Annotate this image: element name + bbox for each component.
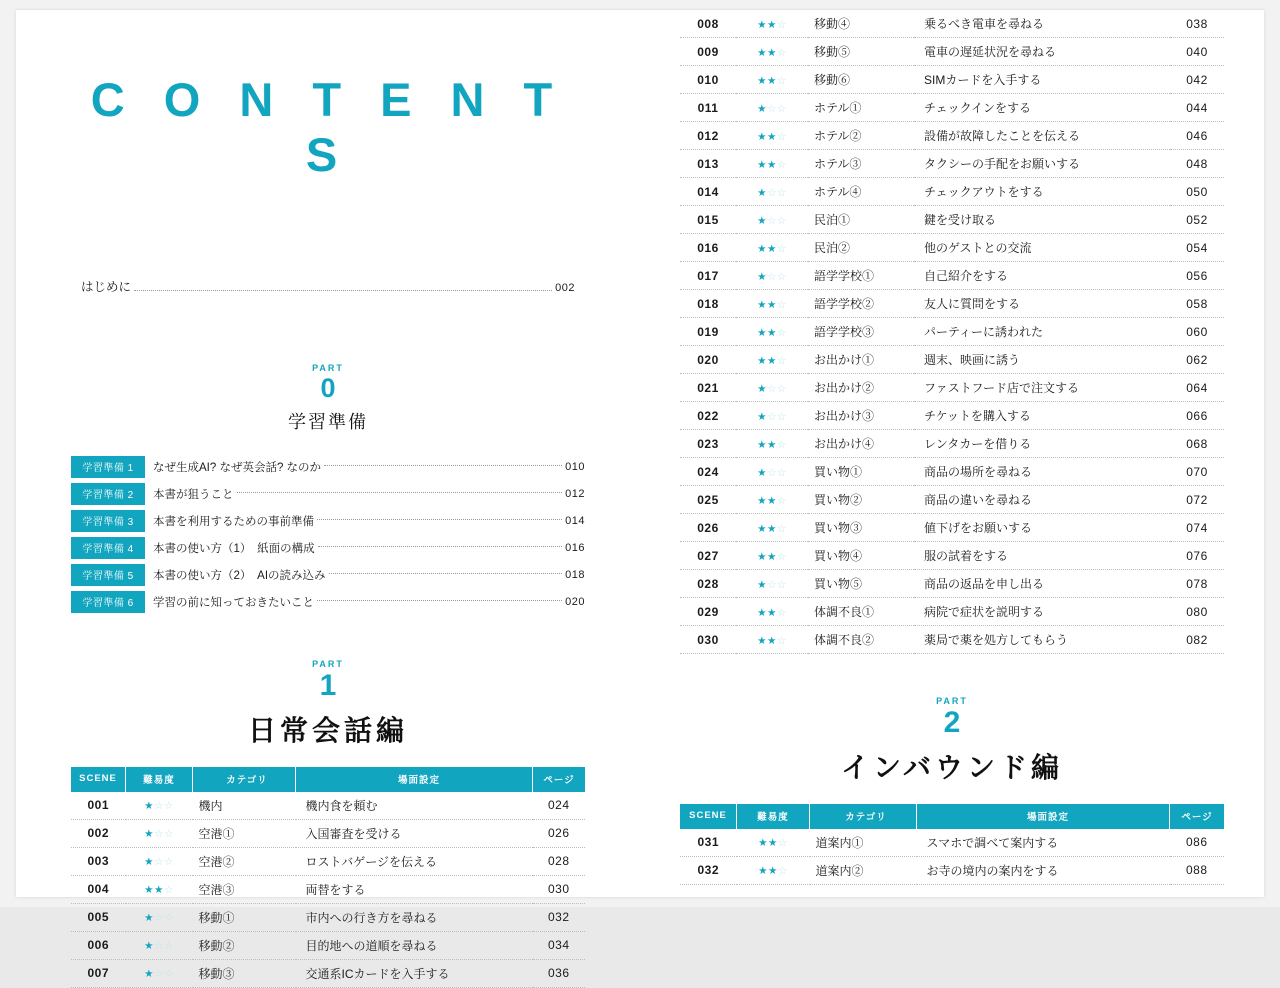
star-icon: ★☆☆ (144, 800, 174, 813)
leader-dots (134, 289, 552, 291)
list-item-page-number: 020 (565, 596, 585, 609)
difficulty-rating (736, 206, 808, 234)
intro-entry (71, 277, 585, 295)
list-item (71, 591, 585, 613)
intro-page-number: 002 (555, 282, 575, 294)
list-item-label: 本書を利用するための事前準備 (153, 516, 314, 529)
difficulty-rating (736, 430, 808, 458)
difficulty-rating (736, 10, 808, 38)
star-icon: ★★☆ (757, 326, 787, 339)
header-category: カテゴリ (810, 804, 917, 829)
scene-situation: 設備が故障したことを伝える (914, 122, 1170, 150)
scene-category: 道案内② (810, 856, 917, 884)
header-difficulty: 難易度 (126, 767, 193, 792)
scene-page-number: 052 (1170, 206, 1224, 234)
part1-scene-table-continued (680, 10, 1224, 654)
list-item-label: なぜ生成AI? なぜ英会話? なのか (153, 462, 322, 475)
leader-dots (324, 464, 562, 466)
header-situation: 場面設定 (917, 804, 1170, 829)
table-row (680, 38, 1224, 66)
scene-number: 005 (71, 903, 126, 931)
scene-situation: 目的地への道順を尋ねる (296, 931, 533, 959)
list-item-page-number: 014 (565, 515, 585, 528)
scene-situation: 友人に質問をする (914, 290, 1170, 318)
star-icon: ★☆☆ (757, 578, 787, 591)
table-row (680, 626, 1224, 654)
difficulty-rating (736, 234, 808, 262)
difficulty-rating (736, 66, 808, 94)
scene-category: 語学学校② (808, 290, 914, 318)
table-row (680, 122, 1224, 150)
scene-number: 003 (71, 847, 126, 875)
scene-category: 買い物③ (808, 514, 914, 542)
star-icon: ★☆☆ (757, 466, 787, 479)
scene-category: 機内 (193, 792, 296, 820)
header-difficulty: 難易度 (737, 804, 810, 829)
scene-category: お出かけ① (808, 346, 914, 374)
table-header-row (680, 804, 1224, 829)
star-icon: ★★☆ (144, 884, 174, 897)
list-item (71, 510, 585, 532)
list-item-page-number: 016 (565, 542, 585, 555)
difficulty-rating (736, 598, 808, 626)
scene-situation: 電車の遅延状況を尋ねる (914, 38, 1170, 66)
difficulty-rating (736, 486, 808, 514)
star-icon: ★☆☆ (144, 856, 174, 869)
scene-category: 体調不良② (808, 626, 914, 654)
scene-category: 語学学校③ (808, 318, 914, 346)
scene-number: 014 (680, 178, 736, 206)
difficulty-rating (126, 931, 193, 959)
scene-situation: 商品の違いを尋ねる (914, 486, 1170, 514)
scene-category: 買い物② (808, 486, 914, 514)
difficulty-rating (126, 819, 193, 847)
scene-page-number: 086 (1170, 829, 1225, 857)
scene-number: 007 (71, 959, 126, 987)
table-row (680, 150, 1224, 178)
scene-number: 029 (680, 598, 736, 626)
scene-page-number: 048 (1170, 150, 1224, 178)
status-badge: 学習準備 1 (71, 456, 145, 478)
star-icon: ★☆☆ (144, 940, 174, 953)
scene-category: 民泊② (808, 234, 914, 262)
header-scene: SCENE (71, 767, 126, 792)
scene-situation: 機内食を頼む (296, 792, 533, 820)
star-icon: ★☆☆ (757, 102, 787, 115)
part2-title: インバウンド編 (840, 751, 1064, 783)
scene-page-number: 026 (533, 819, 586, 847)
header-scene: SCENE (680, 804, 737, 829)
part1-kicker: PART (312, 659, 344, 670)
scene-situation: 商品の場所を尋ねる (914, 458, 1170, 486)
table-row (680, 598, 1224, 626)
scene-category: 空港③ (193, 875, 296, 903)
table-row (680, 430, 1224, 458)
table-row (680, 514, 1224, 542)
table-row (680, 206, 1224, 234)
scene-situation: タクシーの手配をお願いする (914, 150, 1170, 178)
scene-situation: チェックインをする (914, 94, 1170, 122)
table-row (680, 318, 1224, 346)
scene-number: 019 (680, 318, 736, 346)
header-situation: 場面設定 (296, 767, 533, 792)
star-icon: ★☆☆ (144, 828, 174, 841)
star-icon: ★☆☆ (757, 270, 787, 283)
table-row (680, 234, 1224, 262)
scene-page-number: 042 (1170, 66, 1224, 94)
scene-situation: 市内への行き方を尋ねる (296, 903, 533, 931)
scene-category: 移動④ (808, 10, 914, 38)
scene-situation: 値下げをお願いする (914, 514, 1170, 542)
scene-number: 021 (680, 374, 736, 402)
scene-number: 011 (680, 94, 736, 122)
scene-page-number: 074 (1170, 514, 1224, 542)
star-icon: ★★☆ (757, 298, 787, 311)
scene-page-number: 080 (1170, 598, 1224, 626)
star-icon: ★☆☆ (757, 214, 787, 227)
difficulty-rating (736, 374, 808, 402)
table-row (680, 178, 1224, 206)
scene-number: 009 (680, 38, 736, 66)
scene-number: 031 (680, 829, 737, 857)
scene-page-number: 040 (1170, 38, 1224, 66)
difficulty-rating (736, 262, 808, 290)
list-item (71, 483, 585, 505)
list-item-label: 学習の前に知っておきたいこと (153, 597, 314, 610)
status-badge: 学習準備 4 (71, 537, 145, 559)
scene-number: 022 (680, 402, 736, 430)
scene-page-number: 034 (533, 931, 586, 959)
table-row (71, 875, 585, 903)
scene-page-number: 028 (533, 847, 586, 875)
star-icon: ★★☆ (757, 438, 787, 451)
table-row (71, 819, 585, 847)
difficulty-rating (126, 792, 193, 820)
difficulty-rating (736, 570, 808, 598)
page-title: C O N T E N T S (90, 73, 566, 181)
star-icon: ★☆☆ (144, 912, 174, 925)
scene-page-number: 032 (533, 903, 586, 931)
scene-number: 026 (680, 514, 736, 542)
star-icon: ★★☆ (758, 837, 788, 849)
table-row (71, 931, 585, 959)
difficulty-rating (126, 875, 193, 903)
scene-situation: スマホで調べて案内する (917, 829, 1170, 857)
scene-situation: 自己紹介をする (914, 262, 1170, 290)
part0-item-list (71, 456, 585, 613)
scene-page-number: 070 (1170, 458, 1224, 486)
scene-situation: 週末、映画に誘う (914, 346, 1170, 374)
scene-situation: ファストフード店で注文する (914, 374, 1170, 402)
scene-situation: 両替をする (296, 875, 533, 903)
list-item (71, 456, 585, 478)
scene-page-number: 054 (1170, 234, 1224, 262)
leader-dots (318, 545, 562, 547)
star-icon: ★★☆ (757, 158, 787, 171)
difficulty-rating (736, 318, 808, 346)
table-row (680, 94, 1224, 122)
scene-category: お出かけ④ (808, 430, 914, 458)
difficulty-rating (126, 847, 193, 875)
scene-page-number: 088 (1170, 856, 1225, 884)
scene-number: 023 (680, 430, 736, 458)
star-icon: ★★☆ (757, 46, 787, 59)
table-row (680, 290, 1224, 318)
part0-number: 0 (320, 373, 336, 403)
header-page: ページ (1170, 804, 1225, 829)
scene-category: お出かけ② (808, 374, 914, 402)
leader-dots (237, 491, 563, 493)
table-row (680, 374, 1224, 402)
scene-category: ホテル① (808, 94, 914, 122)
scene-page-number: 030 (533, 875, 586, 903)
table-row (680, 486, 1224, 514)
scene-number: 020 (680, 346, 736, 374)
part0-heading (71, 363, 585, 434)
part2-scene-table (680, 804, 1224, 885)
difficulty-rating (736, 402, 808, 430)
scene-page-number: 066 (1170, 402, 1224, 430)
table-row (680, 542, 1224, 570)
table-row (680, 829, 1224, 857)
scene-page-number: 078 (1170, 570, 1224, 598)
part2-number: 2 (943, 706, 961, 739)
scene-number: 017 (680, 262, 736, 290)
difficulty-rating (736, 458, 808, 486)
star-icon: ★☆☆ (757, 186, 787, 199)
scene-category: 買い物⑤ (808, 570, 914, 598)
scene-number: 013 (680, 150, 736, 178)
list-item (71, 537, 585, 559)
scene-page-number: 060 (1170, 318, 1224, 346)
part1-title: 日常会話編 (247, 714, 408, 746)
table-row (71, 903, 585, 931)
scene-category: 移動⑤ (808, 38, 914, 66)
scene-situation: 薬局で薬を処方してもらう (914, 626, 1170, 654)
scene-category: お出かけ③ (808, 402, 914, 430)
scene-situation: 入国審査を受ける (296, 819, 533, 847)
leader-dots (317, 518, 562, 520)
scene-situation: パーティーに誘われた (914, 318, 1170, 346)
scene-category: 買い物④ (808, 542, 914, 570)
star-icon: ★★☆ (757, 74, 787, 87)
table-row (680, 262, 1224, 290)
difficulty-rating (736, 38, 808, 66)
part2-kicker: PART (936, 696, 968, 706)
star-icon: ★★☆ (758, 865, 788, 877)
scene-number: 001 (71, 792, 126, 820)
scene-page-number: 076 (1170, 542, 1224, 570)
intro-label: はじめに (81, 280, 132, 294)
difficulty-rating (126, 903, 193, 931)
scene-number: 030 (680, 626, 736, 654)
scene-situation: 交通系ICカードを入手する (296, 959, 533, 987)
status-badge: 学習準備 2 (71, 483, 145, 505)
scene-situation: チェックアウトをする (914, 178, 1170, 206)
scene-page-number: 068 (1170, 430, 1224, 458)
scene-page-number: 050 (1170, 178, 1224, 206)
scene-category: 移動⑥ (808, 66, 914, 94)
scene-situation: ロストバゲージを伝える (296, 847, 533, 875)
scene-number: 004 (71, 875, 126, 903)
status-badge: 学習準備 6 (71, 591, 145, 613)
scene-category: 語学学校① (808, 262, 914, 290)
difficulty-rating (736, 122, 808, 150)
scene-category: 買い物① (808, 458, 914, 486)
difficulty-rating (736, 290, 808, 318)
difficulty-rating (736, 94, 808, 122)
scene-number: 018 (680, 290, 736, 318)
difficulty-rating (736, 542, 808, 570)
scene-category: 道案内① (810, 829, 917, 857)
scene-number: 010 (680, 66, 736, 94)
scene-number: 008 (680, 10, 736, 38)
scene-category: ホテル② (808, 122, 914, 150)
left-page (16, 10, 640, 981)
star-icon: ★★☆ (757, 550, 787, 563)
book-spread (16, 10, 1264, 981)
scene-category: ホテル③ (808, 150, 914, 178)
scene-page-number: 024 (533, 792, 586, 820)
scene-situation: レンタカーを借りる (914, 430, 1170, 458)
star-icon: ★☆☆ (144, 968, 174, 981)
scene-number: 016 (680, 234, 736, 262)
list-item-label: 本書の使い方（1） 紙面の構成 (153, 543, 315, 556)
list-item (71, 564, 585, 586)
difficulty-rating (736, 178, 808, 206)
scene-number: 006 (71, 931, 126, 959)
scene-number: 025 (680, 486, 736, 514)
status-badge: 学習準備 3 (71, 510, 145, 532)
scene-page-number: 062 (1170, 346, 1224, 374)
star-icon: ★★☆ (757, 634, 787, 647)
scene-number: 028 (680, 570, 736, 598)
star-icon: ★★☆ (757, 354, 787, 367)
scene-number: 002 (71, 819, 126, 847)
scene-situation: チケットを購入する (914, 402, 1170, 430)
table-row (680, 346, 1224, 374)
part1-number: 1 (319, 669, 337, 703)
table-row (71, 959, 585, 987)
table-row (680, 458, 1224, 486)
part1-heading (71, 659, 585, 749)
scene-category: 移動③ (193, 959, 296, 987)
scene-number: 024 (680, 458, 736, 486)
scene-situation: 服の試着をする (914, 542, 1170, 570)
table-row (680, 570, 1224, 598)
scene-page-number: 064 (1170, 374, 1224, 402)
star-icon: ★★☆ (757, 242, 787, 255)
scene-situation: SIMカードを入手する (914, 66, 1170, 94)
list-item-page-number: 018 (565, 569, 585, 582)
difficulty-rating (736, 514, 808, 542)
status-badge: 学習準備 5 (71, 564, 145, 586)
list-item-label: 本書が狙うこと (153, 489, 234, 502)
scene-page-number: 056 (1170, 262, 1224, 290)
scene-situation: お寺の境内の案内をする (917, 856, 1170, 884)
leader-dots (329, 572, 563, 574)
scene-page-number: 058 (1170, 290, 1224, 318)
scene-category: ホテル④ (808, 178, 914, 206)
part1-scene-table (71, 767, 585, 988)
scene-page-number: 044 (1170, 94, 1224, 122)
right-page (640, 10, 1264, 897)
table-row (71, 847, 585, 875)
scene-situation: 乗るべき電車を尋ねる (914, 10, 1170, 38)
scene-page-number: 072 (1170, 486, 1224, 514)
header-page: ページ (533, 767, 586, 792)
difficulty-rating (736, 346, 808, 374)
table-row (71, 792, 585, 820)
scene-category: 体調不良① (808, 598, 914, 626)
scene-category: 移動① (193, 903, 296, 931)
scene-number: 012 (680, 122, 736, 150)
list-item-page-number: 010 (565, 461, 585, 474)
scene-number: 032 (680, 856, 737, 884)
scene-category: 空港① (193, 819, 296, 847)
table-row (680, 402, 1224, 430)
header-category: カテゴリ (193, 767, 296, 792)
star-icon: ★☆☆ (757, 382, 787, 395)
difficulty-rating (736, 150, 808, 178)
part0-kicker: PART (312, 363, 344, 373)
star-icon: ★★☆ (757, 130, 787, 143)
part0-title: 学習準備 (288, 412, 368, 433)
part2-heading (680, 696, 1224, 786)
leader-dots (317, 599, 562, 601)
star-icon: ★★☆ (757, 494, 787, 507)
scene-situation: 鍵を受け取る (914, 206, 1170, 234)
difficulty-rating (737, 856, 810, 884)
table-row (680, 66, 1224, 94)
scene-page-number: 036 (533, 959, 586, 987)
scene-number: 027 (680, 542, 736, 570)
list-item-page-number: 012 (565, 488, 585, 501)
scene-category: 空港② (193, 847, 296, 875)
difficulty-rating (736, 626, 808, 654)
scene-page-number: 038 (1170, 10, 1224, 38)
star-icon: ★★☆ (757, 18, 787, 31)
difficulty-rating (737, 829, 810, 857)
star-icon: ★☆☆ (757, 410, 787, 423)
table-row (680, 10, 1224, 38)
scene-situation: 商品の返品を申し出る (914, 570, 1170, 598)
difficulty-rating (126, 959, 193, 987)
scene-number: 015 (680, 206, 736, 234)
scene-page-number: 082 (1170, 626, 1224, 654)
table-header-row (71, 767, 585, 792)
scene-category: 移動② (193, 931, 296, 959)
scene-category: 民泊① (808, 206, 914, 234)
scene-page-number: 046 (1170, 122, 1224, 150)
table-row (680, 856, 1224, 884)
scene-situation: 病院で症状を説明する (914, 598, 1170, 626)
star-icon: ★★☆ (757, 606, 787, 619)
star-icon: ★★☆ (757, 522, 787, 535)
scene-situation: 他のゲストとの交流 (914, 234, 1170, 262)
list-item-label: 本書の使い方（2） AIの読み込み (153, 570, 326, 583)
